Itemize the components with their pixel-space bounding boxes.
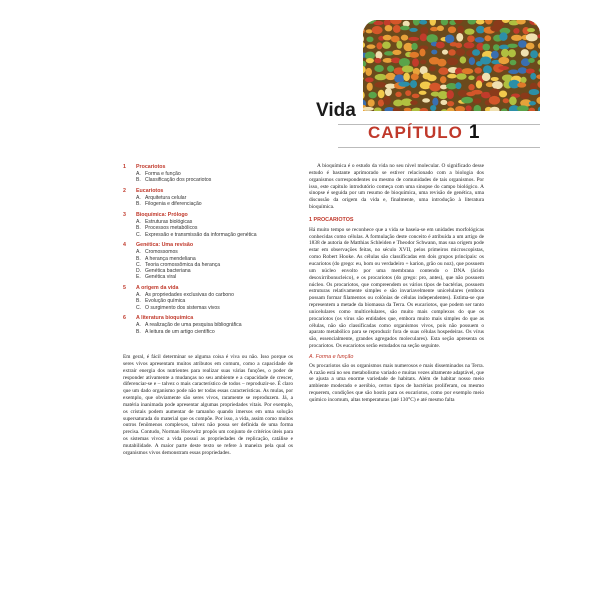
- outline-section: [123, 242, 298, 280]
- pebble-shape: [401, 35, 408, 41]
- chapter-label-text: CAPÍTULO: [368, 123, 463, 142]
- pebble-shape: [472, 49, 480, 56]
- outline-item-letter: A.: [136, 218, 141, 225]
- outline-item-letter: A.: [136, 249, 141, 256]
- pebble-shape: [403, 73, 410, 81]
- pebble-shape: [476, 80, 482, 88]
- pebble-shape: [456, 48, 465, 56]
- pebble-shape: [458, 90, 468, 97]
- pebble-shape: [409, 52, 419, 58]
- outline-section-number: 4: [123, 242, 126, 249]
- pebble-shape: [445, 34, 455, 43]
- pebble-shape: [517, 82, 526, 87]
- outline-section-heading: [123, 188, 298, 195]
- pebble-shape: [366, 58, 374, 63]
- outline-section-number: 6: [123, 315, 126, 322]
- pebble-shape: [366, 44, 375, 48]
- pebble-shape: [375, 74, 387, 80]
- outline-item: [123, 274, 298, 280]
- pebble-shape: [402, 66, 414, 73]
- pebble-shape: [396, 41, 402, 49]
- pebble-shape: [420, 60, 426, 65]
- pebble-shape: [498, 57, 509, 64]
- outline-section-heading: [123, 212, 298, 219]
- outline-section-title: Bioquímica: Prólogo: [136, 211, 188, 218]
- pebble-shape: [510, 60, 517, 66]
- pebble-shape: [529, 101, 536, 105]
- pebble-shape: [528, 58, 535, 63]
- pebble-shape: [489, 88, 500, 97]
- outline-item-letter: C.: [136, 231, 142, 238]
- outline-item-letter: B.: [136, 201, 141, 208]
- pebble-shape: [475, 37, 485, 43]
- outline-section: [123, 212, 298, 238]
- pebble-shape: [455, 82, 461, 89]
- outline-section-title: A literatura bioquímica: [136, 315, 194, 322]
- pebble-shape: [387, 65, 394, 72]
- chapter-title: Vida: [316, 100, 356, 121]
- pebble-shape: [411, 43, 417, 50]
- pebble-shape: [383, 96, 391, 105]
- pebble-shape: [499, 32, 507, 41]
- pebble-shape: [398, 82, 410, 87]
- outline-item: [123, 177, 298, 183]
- pebble-shape: [492, 81, 503, 89]
- outline-item-letter: B.: [136, 225, 141, 232]
- pebble-shape: [471, 90, 482, 95]
- pebble-shape: [456, 73, 466, 79]
- outline-item-letter: A.: [136, 292, 141, 299]
- pebble-shape: [499, 90, 507, 97]
- pebble-shape: [400, 26, 410, 30]
- pebble-shape: [429, 83, 441, 92]
- pebble-shape: [367, 83, 373, 91]
- pebble-shape: [469, 57, 475, 65]
- pebble-shape: [365, 77, 374, 82]
- pebble-shape: [384, 51, 394, 55]
- outline-item-title: Genética viral: [145, 274, 177, 281]
- outline-section: [123, 164, 298, 184]
- pebble-shape: [521, 77, 527, 83]
- pebble-shape: [405, 90, 411, 96]
- outline-item-letter: E.: [136, 274, 141, 281]
- pebble-shape: [363, 20, 365, 25]
- pebble-shape: [476, 26, 485, 34]
- pebble-shape: [520, 93, 530, 99]
- pebble-shape: [447, 58, 458, 66]
- pebble-shape: [468, 84, 474, 90]
- outline-item-title: Processos metabólicos: [145, 225, 198, 232]
- pebble-shape: [509, 96, 517, 105]
- pebble-shape: [412, 94, 420, 99]
- outline-item-title: Evolução química: [145, 298, 186, 305]
- pebble-shape: [498, 66, 509, 70]
- pebble-shape: [420, 82, 431, 90]
- pebble-shape: [511, 35, 522, 41]
- pebble-shape: [378, 90, 385, 98]
- outline-item-letter: D.: [136, 268, 142, 275]
- pebble-shape: [518, 40, 527, 48]
- pebble-shape: [526, 43, 535, 50]
- pebble-shape: [440, 100, 447, 105]
- outline-item-letter: B.: [136, 255, 141, 262]
- pebble-shape: [375, 51, 382, 59]
- pebble-shape: [373, 21, 383, 25]
- pebble-shape: [419, 49, 425, 57]
- outline-section-title: Eucariotos: [136, 187, 164, 194]
- pebble-shape: [457, 25, 464, 33]
- chapter-photo: [363, 20, 540, 111]
- pebble-shape: [374, 58, 381, 63]
- pebble-shape: [385, 25, 393, 31]
- outline-section-number: 3: [123, 211, 126, 218]
- pebble-shape: [480, 56, 491, 64]
- chapter-number: 1: [468, 122, 481, 143]
- pebble-shape: [372, 26, 383, 34]
- section-heading-procariotos: 1 PROCARIOTOS: [309, 216, 354, 223]
- outline-item-title: Arquitetura celular: [145, 194, 187, 201]
- subsection-forma-funcao-text: Os procariotos são os organismos mais numerosos e mais disseminados na Terra. A razão está no seu metabolismo variado e muitas vezes altamente adaptável, que se ajusta a uma enorme variedade de habitats. Além de habitar nosso meio ambiente moderado e aeróbio, certos tipos de bactérias proliferam, ou mesmo requerem, condições que são hostis para os eucariotos, como por exemplo meio químico incomum, altas temperaturas (até 130°C) e até mesmo falta: [309, 362, 484, 403]
- pebble-shape: [366, 36, 373, 42]
- pebble-shape: [468, 75, 474, 80]
- outline-section-heading: [123, 164, 298, 171]
- pebble-shape: [430, 105, 436, 111]
- pebble-shape: [508, 70, 519, 74]
- intro-paragraph-column: [123, 354, 293, 457]
- outline-section: [123, 315, 298, 335]
- pebble-shape: [526, 33, 538, 41]
- outline-item-title: Estruturas biológicas: [145, 218, 193, 225]
- pebble-shape: [503, 98, 509, 103]
- pebble-shape: [529, 89, 540, 95]
- outline-item-title: Teoria cromossômica da herança: [145, 261, 221, 268]
- pebble-shape: [378, 99, 384, 106]
- pebble-shape: [508, 49, 516, 57]
- pebble-shape: [368, 99, 375, 107]
- pebble-shape: [408, 37, 419, 41]
- pebble-shape: [393, 25, 401, 33]
- pebble-shape: [399, 58, 410, 67]
- outline-item: [123, 201, 298, 207]
- pebble-shape: [474, 67, 482, 73]
- pebble-shape: [464, 42, 475, 48]
- pebble-shape: [383, 35, 392, 41]
- pebble-shape: [374, 65, 383, 72]
- pebble-shape: [437, 59, 446, 67]
- outline-item-title: As propriedades exclusivas do carbono: [145, 292, 234, 299]
- pebble-shape: [410, 100, 418, 105]
- pebble-shape: [438, 91, 448, 99]
- pebble-shape: [409, 28, 417, 32]
- pebble-shape: [456, 33, 463, 42]
- outline-item-letter: A.: [136, 194, 141, 201]
- pebble-shape: [412, 58, 419, 67]
- pebble-shape: [460, 56, 467, 63]
- outline-item-title: A herança mendeliana: [145, 255, 196, 262]
- outline-item-title: O surgimento dos sistemas vivos: [145, 304, 220, 311]
- pebble-shape: [513, 28, 519, 34]
- outline-item-title: A realização de uma pesquisa bibliográfica: [145, 322, 242, 329]
- outline-section-title: Procariotos: [136, 164, 166, 170]
- pebble-shape: [491, 51, 499, 59]
- pebble-shape: [366, 29, 373, 33]
- pebble-shape: [464, 28, 474, 34]
- outline-item-letter: C.: [136, 304, 142, 311]
- outline-item: [123, 305, 298, 311]
- pebble-shape: [431, 50, 437, 55]
- pebble-shape: [447, 74, 457, 79]
- pebble-shape: [483, 65, 492, 74]
- pebble-shape: [518, 67, 527, 73]
- outline-item-letter: C.: [136, 261, 142, 268]
- outline-item-title: A leitura de um artigo científico: [145, 328, 215, 335]
- pebble-shape: [462, 68, 474, 74]
- pebble-shape: [420, 34, 427, 42]
- pebble-shape: [411, 74, 419, 81]
- outline-item-title: Classificação dos procariotos: [145, 177, 212, 184]
- pebble-shape: [447, 101, 454, 106]
- pebble-shape: [385, 73, 395, 80]
- outline-section: [123, 188, 298, 208]
- outline-section-heading: [123, 285, 298, 292]
- pebble-shape: [426, 34, 437, 43]
- outline-item: [123, 232, 298, 238]
- pebble-shape: [422, 98, 430, 102]
- outline-item-letter: A.: [136, 171, 141, 177]
- pebble-shape: [382, 42, 391, 49]
- outline-item-letter: B.: [136, 298, 141, 305]
- outline-section-heading: [123, 242, 298, 249]
- pebble-shape: [493, 44, 500, 50]
- pebble-shape: [530, 50, 538, 58]
- pebble-shape: [467, 35, 475, 42]
- outline-section-number: 1: [123, 164, 126, 170]
- outline-item-letter: B.: [136, 328, 141, 335]
- pebble-shape: [440, 76, 447, 83]
- pebble-shape: [448, 26, 456, 33]
- outline-item: [123, 329, 298, 335]
- outline-section-title: A origem da vida: [136, 285, 179, 292]
- pebble-shape: [365, 68, 371, 76]
- outline-item-title: Genética bacteriana: [145, 268, 191, 275]
- right-column: [309, 163, 484, 404]
- pebble-shape: [385, 88, 392, 96]
- pebble-shape: [447, 90, 454, 99]
- pebble-shape: [368, 92, 376, 99]
- outline-item-letter: B.: [136, 177, 141, 184]
- outline-item-letter: A.: [136, 322, 141, 329]
- pebble-shape: [482, 44, 490, 51]
- pebble-shape: [432, 98, 438, 106]
- pebble-shape: [392, 50, 401, 55]
- outline-section-number: 2: [123, 187, 126, 194]
- pebble-shape: [530, 73, 536, 80]
- pebble-shape: [437, 26, 444, 32]
- outline-section-title: Genética: Uma revisão: [136, 242, 194, 249]
- intro-paragraph: Em geral, é fácil determinar se alguma coisa é viva ou não. Isso porque os seres vivos apresentam muitos atributos em comum, como a capacidade de extrair energia dos nutrientes para realizar suas várias funções, o poder de responder ativamente a mudanças no seu ambiente e a capacidade de crescer, diferenciar-se e – talvez o mais característico de todos – reproduzir-se. É claro que um dado organismo pode não ter todas essas características. As mulas, por exemplo, que obviamente são seres vivos, raramente se reproduzem. Já, a matéria inanimada pode apresentar algumas propriedades vitais. Por exemplo, os cristais podem aumentar de tamanho quando imersos em uma solução supersaturada do material que os compõe. Por isso, a vida, assim como muitos outros fenômenos complexos, talvez não possa ser definida de uma forma precisa. Contudo, Norman Horowitz propôs um conjunto de critérios úteis para os sistemas vivos: a vida possui as propriedades de replicação, catálise e mutabilidade. A maior parte deste texto se refere à maneira pela qual os organismos vivos demonstram essas propriedades.: [123, 354, 293, 456]
- pebble-shape: [376, 42, 382, 49]
- pebble-shape: [521, 49, 529, 57]
- pebble-shape: [419, 20, 427, 25]
- pebble-shape: [465, 105, 471, 111]
- pebble-shape: [484, 35, 491, 41]
- outline-section-heading: [123, 315, 298, 322]
- pebble-shape: [448, 49, 456, 55]
- outline-section-number: 5: [123, 285, 126, 292]
- outline-item-title: Cromossomos: [145, 249, 178, 256]
- chapter-intro-paragraph: A bioquímica é o estudo da vida no seu nível molecular. O significado desse estudo é bastante aprimorado se estiver relacionado com a biologia dos organismos correspondentes ou mesmo de comunidades de tais organismos. Por isso, este capítulo introdutório começa com uma sinopse do campo biológico. A sinopse é seguida por um resumo de bioquímica, uma revisão de genética, uma discussão da origem da vida e, finalmente, uma introdução à literatura bioquímica.: [309, 163, 484, 211]
- pebble-shape: [419, 91, 427, 95]
- pebble-shape: [436, 42, 445, 49]
- pebble-shape: [429, 66, 436, 71]
- outline-item-title: Forma e função: [145, 171, 181, 177]
- subsection-heading-forma-funcao: A. Forma e função: [309, 353, 354, 360]
- pebble-shape: [395, 92, 401, 97]
- outline-item-title: Expressão e transmissão da informação genética: [145, 231, 257, 238]
- pebble-shape: [527, 28, 535, 32]
- pebble-shape: [461, 97, 473, 104]
- pebble-shape: [482, 73, 491, 81]
- pebble-shape: [501, 49, 509, 58]
- chapter-outline: [123, 164, 298, 339]
- section-procariotos-text: Há muito tempo se reconhece que a vida se baseia-se em unidades morfológicas conhecidas como células. A formulação deste conceito é atribuída a um artigo de 1838 de autoria de Matthias Schleiden e Theodor Schwann, mas sua origem pode estar em observações feitas, no século XVII, pelos primeiros microscopistas, como Robert Hooke. As células são classificadas em dois grupos principais: os eucariotos (do grego: eu, bom ou verdadeiro + karion, grão ou noz), que possuem um núcleo envolto por uma membrana contendo o DNA (ácido desoxirribonucleico), e os procariotos (do grego: pro, antes), que não possuem núcleo. Os procariotos, que compreendem os vários tipos de bactérias, possuem estruturas relativamente simples e são invariavelmente unicelulares (embora possam formar filamentos ou colônias de células independentes). Estima-se que representem a metade da biomassa da Terra. Os eucariotos, que podem ser tanto unicelulares como multicelulares, são muito mais complexos do que os procariotos (os vírus são entidades que, embora muito mais simples do que as células, não são classificadas como organismos vivos, pois não possuem o aparato metabólico para se reproduzir fora de suas células hospedeiras. Os vírus são, essencialmente, grandes agregados moleculares). Esta seção apresenta os procariotos. Os eucariotos serão estudados na seção seguinte.: [309, 226, 484, 350]
- chapter-label: [368, 122, 480, 144]
- pebble-shape: [489, 96, 500, 105]
- outline-item-title: Filogenia e diferenciação: [145, 201, 202, 208]
- pebble-shape: [427, 75, 437, 82]
- pebble-shape: [473, 98, 482, 103]
- pebble-shape: [491, 77, 499, 81]
- outline-section: [123, 285, 298, 311]
- pebble-shape: [438, 67, 448, 74]
- pebble-shape: [442, 49, 448, 54]
- pebble-shape: [374, 82, 386, 88]
- pebble-shape: [455, 42, 462, 48]
- pebble-shape: [507, 44, 518, 48]
- pebble-shape: [410, 80, 417, 88]
